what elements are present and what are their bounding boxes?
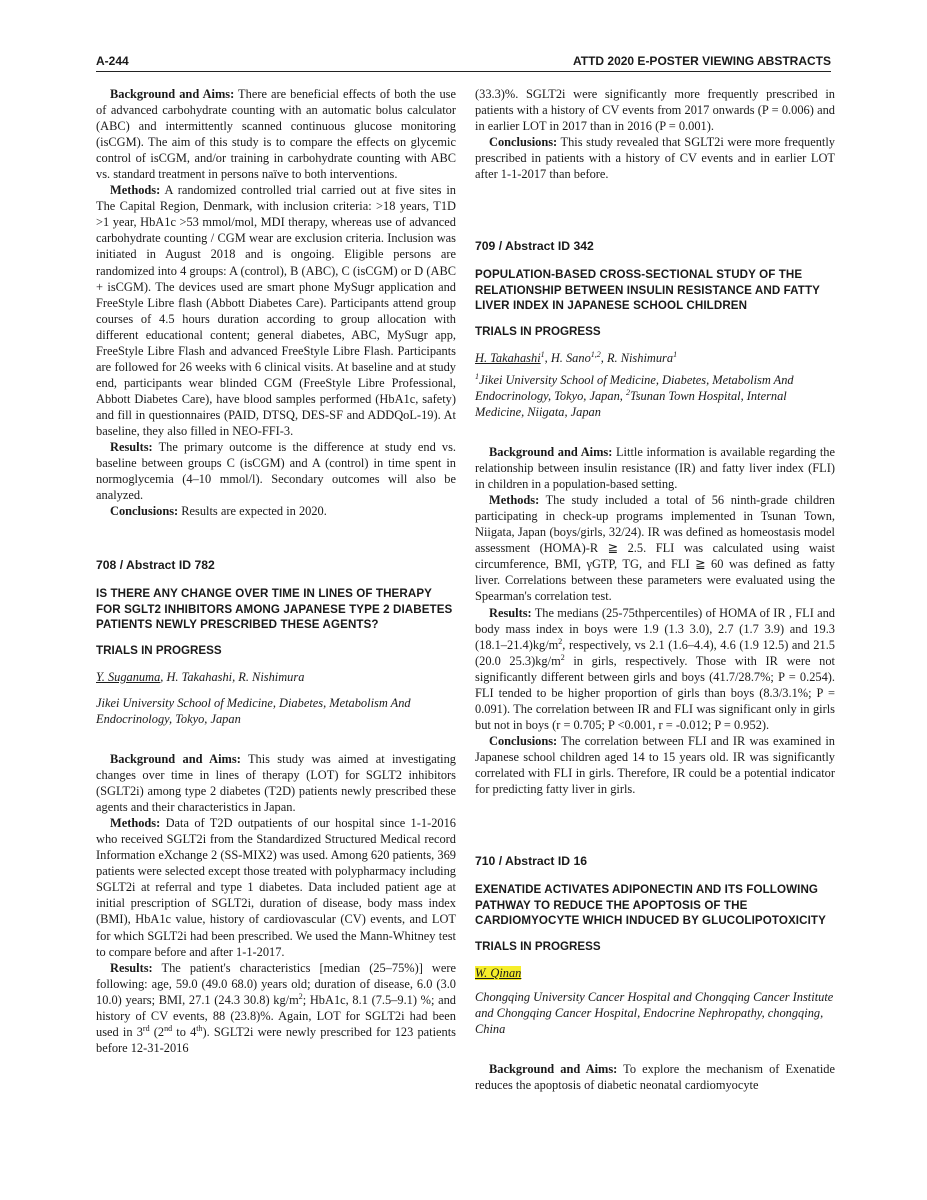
conclusions-label: Conclusions: [110,504,179,519]
abstract-708-background [96,751,456,815]
journal-section-title: ATTD 2020 E-POSTER VIEWING ABSTRACTS [572,54,831,68]
conclusions-text: Results are expected in 2020. [178,504,327,519]
abstract-708-methods [96,815,456,959]
abstract-708-results-continued: (33.3)%. SGLT2i were significantly more frequently prescribed in patients with a history of CV events from 2017 onwards (P = 0.006) and in earlier LOT in 2017 than in 2016 (P = 0.001). [475,87,835,134]
results-text: in girls, respectively. Those with IR were not significantly different between girls and boys (41.7/28.7%; P = 0.254). FLI tended to be higher proportion of girls than boys (8.3/3.1%; P = 0.091). The correlation between IR and FLI was significant only in girls but not in boys (r = 0.705; P <0.001, r = -0.012; P = 0.952). [475,653,835,732]
abstract-709-methods [475,492,835,604]
abstract-709-title: POPULATION-BASED CROSS-SECTIONAL STUDY OF THE RELATIONSHIP BETWEEN INSULIN RESISTANCE AND FATTY LIVER INDEX IN JAPANESE SCHOOL CHILDREN [475,268,820,313]
abstract-708-title: IS THERE ANY CHANGE OVER TIME IN LINES OF THERAPY FOR SGLT2 INHIBITORS AMONG JAPANESE TYPE 2 DIABETES PATIENTS NEWLY PRESCRIBED THESE AGENTS? [96,587,453,632]
results-paragraph [96,439,456,503]
presenting-author-highlighted: W. Qinan [475,965,522,980]
results-label: Results: [110,960,153,975]
abstract-708-affiliation: Jikei University School of Medicine, Diabetes, Metabolism And Endocrinology, Tokyo, Japan [96,695,411,726]
co-author: , H. Sano [544,350,591,365]
running-header [96,54,831,68]
superscript: 1 [540,349,545,359]
background-text: This study was aimed at investigating changes over time in lines of therapy (LOT) for SGLT2 inhibitors (SGLT2i) among type 2 diabetes (T2D) patients newly prescribed these agents and their characteristics in Japan. [96,752,456,815]
conclusions-label: Conclusions: [489,135,558,150]
background-text: To explore the mechanism of Exenatide reduces the apoptosis of diabetic neonatal cardiomyocyte [475,1061,835,1092]
abstract-709-results [475,605,835,733]
abstract-708-authors [96,669,456,685]
results-text: ). SGLT2i were newly prescribed for 123 patients before 12-31-2016 [96,1024,456,1055]
methods-text: Data of T2D outpatients of our hospital since 1-1-2016 who received SGLT2i from the Standardized Structured Medical record Information eXchange 2 (SS-MIX2) was used. Among 620 patients, 369 patients were selected except those treated with polypharmacy including SGLT2i at referral and type 1 diabetes. Data included patient age at initial prescription of SGLT2i, duration of disease, body mass index (BMI), HbA1c value, history of cardiovascular (CV) events, and LOT for which SGLT2i had been prescribed. We used the Mann-Whitney test to compare before and after 1-1-2017. [96,816,456,959]
methods-text: A randomized controlled trial carried out at five sites in The Capital Region, Denmark, with inclusion criteria: >18 years, T1D >1 year, HbA1c >53 mmol/mol, MDI therapy, whereas use of advanced carbohydrate counting / CGM wear are exclusion criteria. Inclusion was initiated in August 2018 and is ongoing. Eligible persons are randomized into 4 groups: A (control), B (ABC), C (isCGM) or D (ABC + isCGM). The devices used are smart phone MySugr application and FreeStyle Libre flash (Abbott Diabetes Care). Participants attend group courses of 4.5 hours duration according to group allocation with different educational content; general diabetes, ABC, MySugr app, FreeStyle Libre Flash and advanced FreeStyle Libre Flash. Participants are followed for 26 weeks with 6 clinical visits. At baseline and at study end, participants wear blinded CGM (FreeStyle Libre Professional, Abbott Diabetes Care), have blood samples performed (HbA1c, safety) and fill in questionnaires (PAID, DTSQ, DES-SF and ADDQoL-19). At baseline, they also filled in NEO-FFI-3. [96,183,456,438]
abstract-710-background [475,1061,835,1093]
results-text: to 4 [172,1024,197,1039]
abstract-709-background [475,444,835,492]
background-label: Background and Aims: [489,1061,618,1076]
conclusions-paragraph [96,503,456,519]
results-text: (2 [149,1024,165,1039]
left-column [96,86,456,1056]
affiliation-2: Tsunan Town Hospital, Internal Medicine, Niigata, Japan [475,388,787,420]
abstract-708-id: 708 / Abstract ID 782 [96,558,215,573]
co-authors: , H. Takahashi, R. Nishimura [160,669,305,684]
superscript: 1 [475,371,479,381]
background-label: Background and Aims: [489,445,613,460]
background-text: Little information is available regarding the relationship between insulin resistance (IR) and fatty liver index (FLI) in children in a population-based setting. [475,445,835,492]
methods-label: Methods: [110,816,161,831]
abstract-708-results [96,960,456,1056]
superscript: nd [164,1023,173,1033]
results-text: The patient's characteristics [median (25–75%)] were following: age, 59.0 (49.0 68.0) years old; duration of disease, 6.0 (3.0 10.0) years; BMI, 27.1 (24.3 30.8) kg/m [96,960,456,1007]
background-label: Background and Aims: [110,752,241,766]
abstract-710-title: EXENATIDE ACTIVATES ADIPONECTIN AND ITS FOLLOWING PATHWAY TO REDUCE THE APOPTOSIS OF THE CARDIOMYOCYTE WHICH INDUCED BY GLUCOLIPOTOXICITY [475,883,826,928]
superscript: 1 [673,349,678,359]
co-author: , R. Nishimura [600,350,674,365]
superscript: 2 [558,636,563,646]
header-rule [96,71,831,72]
results-text: ; HbA1c, 8.1 (7.5–9.1) %; and history of CV events, 88 (23.8)%. Again, LOT for SGLT2i had been used in 3 [96,992,456,1039]
methods-label: Methods: [489,493,540,508]
superscript: th [196,1023,203,1033]
methods-label: Methods: [110,183,161,198]
results-label: Results: [489,605,532,620]
superscript: rd [142,1023,150,1033]
abstract-709-id: 709 / Abstract ID 342 [475,239,594,254]
methods-paragraph [96,182,456,439]
abstract-708-trials-label: TRIALS IN PROGRESS [96,643,222,657]
presenting-author: Y. Suganuma [96,669,161,684]
page-number: A-244 [96,54,129,68]
results-text: The primary outcome is the difference at study end vs. baseline between groups C (isCGM) and A (control) in time spent in normoglycemia (4–10 mmol/l). Secondary outcomes will also be analyzed. [96,440,456,503]
abstract-710-authors [475,965,835,981]
abstract-710-id: 710 / Abstract ID 16 [475,854,587,869]
abstract-709-authors [475,350,835,366]
abstract-708-conclusions [475,134,835,182]
superscript: 2 [625,387,630,397]
conclusions-text: This study revealed that SGLT2i were more frequently prescribed in patients with a history of CV events and in earlier LOT after 1-1-2017 than before. [475,135,835,182]
superscript: 1,2 [590,349,601,359]
abstract-709-trials-label: TRIALS IN PROGRESS [475,324,601,338]
abstract-710-affiliation: Chongqing University Cancer Hospital and Chongqing Cancer Institute and Chongqing Cancer Hospital, Endocrine Nephropathy, chongqing, China [475,989,834,1036]
abstract-710-trials-label: TRIALS IN PROGRESS [475,939,601,953]
background-label: Background and Aims: [110,87,235,101]
background-paragraph [96,86,456,182]
affiliation-1: Jikei University School of Medicine, Diabetes, Metabolism And Endocrinology, Tokyo, Japan, [475,372,794,403]
methods-text: The study included a total of 56 ninth-grade children participating in check-up programs implemented in Tsunan Town, Niigata, Japan (boys/girls, 32/24). IR was defined as homeostasis model assessment (HOMA)-R ≧ 2.5. FLI was calculated using waist circumference, BMI, γGTP, TG, and FLI ≧ 60 was defined as fatty liver. Correlations between these parameters were evaluated using the Spearman's correlation test. [475,493,835,604]
results-text: The medians (25-75thpercentiles) of HOMA of IR , FLI and body mass index in boys were 1.9 (1.3 3.0), 2.7 (1.7 3.9) and 19.3 (18.1–21.4)kg/m [475,605,835,652]
superscript: 2 [298,991,303,1001]
conclusions-text: The correlation between FLI and IR was examined in Japanese school children aged 14 to 15 years old. IR was significantly correlated with FLI in girls. Therefore, IR could be a potential indicator for predicting fatty liver in girls. [475,733,835,797]
presenting-author: H. Takahashi [475,350,541,365]
abstract-709-conclusions [475,733,835,797]
background-text: There are beneficial effects of both the use of advanced carbohydrate counting with an automatic bolus calculator (ABC) and intermittently scanned continuous glucose monitoring (isCGM). The aim of this study is to compare the effects on glycemic control of isCGM, and/or training in carbohydrate counting with ABC vs. standard treatment in persons naïve to both interventions. [96,87,456,182]
results-label: Results: [110,440,153,455]
superscript: 2 [560,652,565,662]
conclusions-label: Conclusions: [489,733,558,748]
right-column [475,86,835,1093]
abstract-709-affiliation [475,372,835,420]
results-text: , respectively, vs 2.1 (1.6–4.4), 4.6 (1.9 12.5) and 21.5 (20.0 25.3)kg/m [475,637,835,668]
